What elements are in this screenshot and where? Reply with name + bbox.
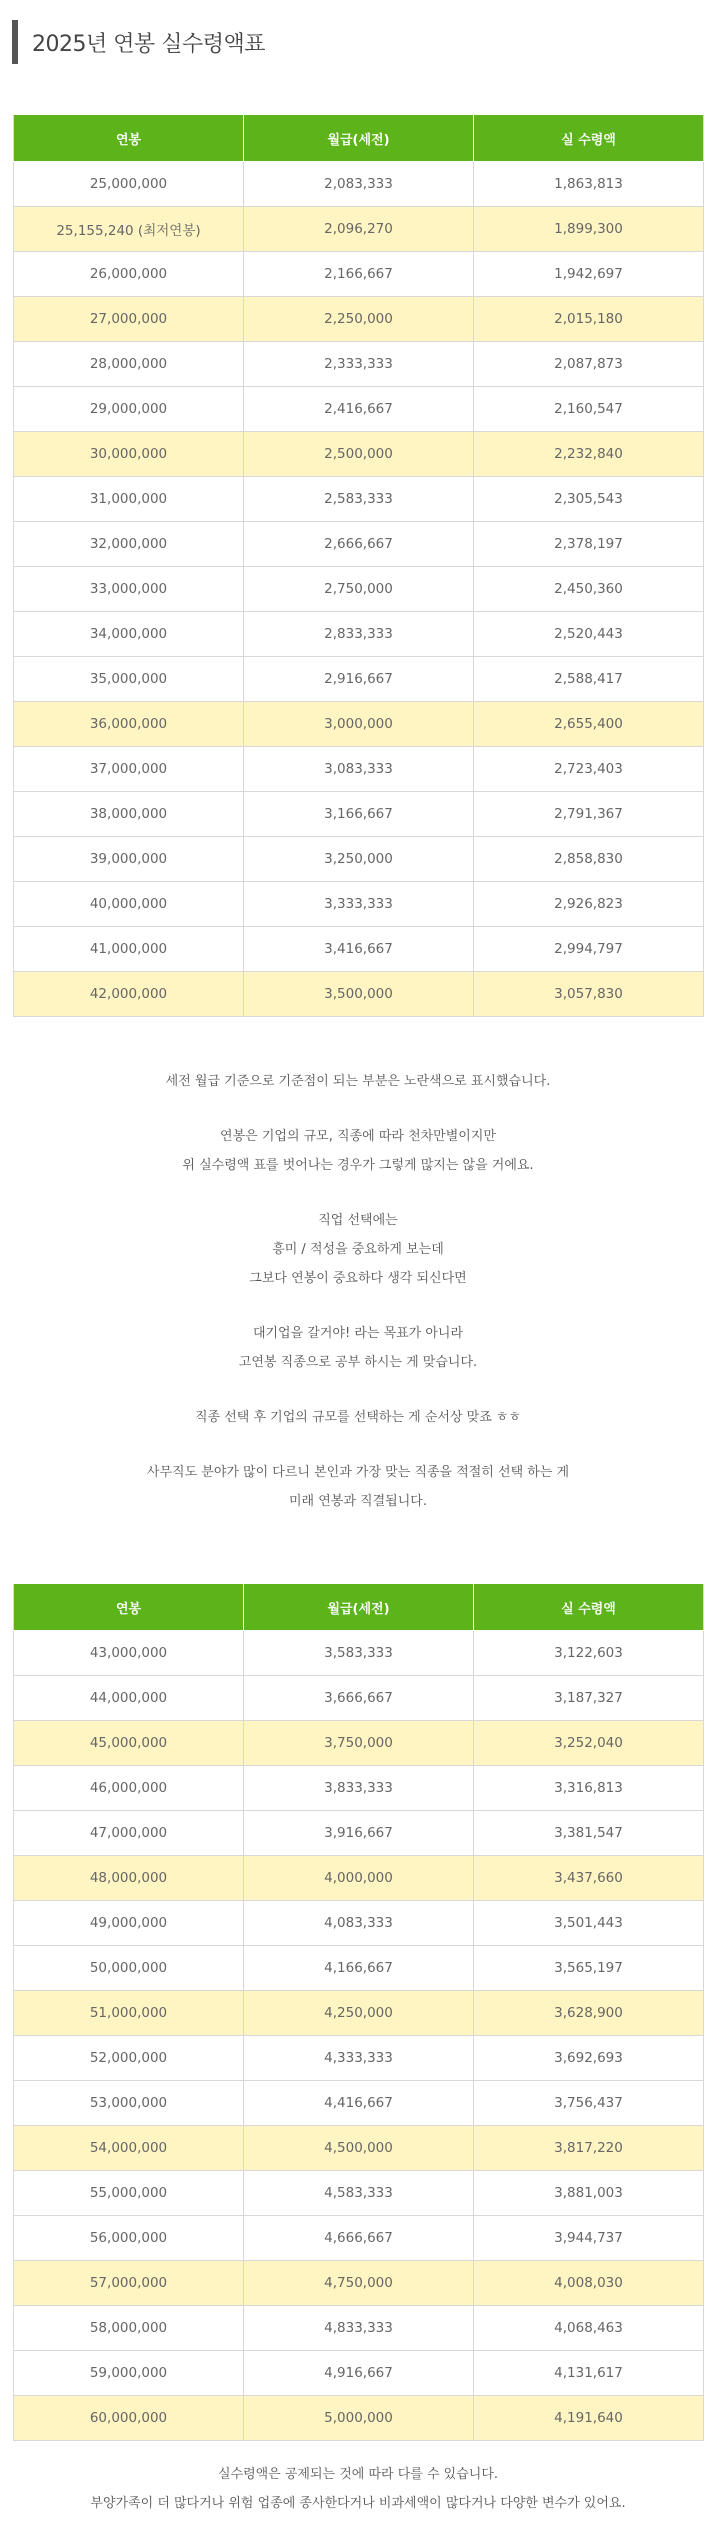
table-row bbox=[14, 2036, 704, 2081]
cell-monthly: 2,833,333 bbox=[244, 612, 474, 657]
table-row bbox=[14, 2306, 704, 2351]
cell-monthly: 3,333,333 bbox=[244, 882, 474, 927]
cell-net: 3,437,660 bbox=[474, 1856, 704, 1901]
notes-block-1 bbox=[0, 1067, 716, 1542]
cell-net: 3,628,900 bbox=[474, 1991, 704, 2036]
cell-salary: 45,000,000 bbox=[14, 1721, 244, 1766]
table-row bbox=[14, 567, 704, 612]
cell-salary: 44,000,000 bbox=[14, 1676, 244, 1721]
cell-net: 2,378,197 bbox=[474, 522, 704, 567]
cell-net: 2,015,180 bbox=[474, 297, 704, 342]
cell-monthly: 4,000,000 bbox=[244, 1856, 474, 1901]
cell-monthly: 3,416,667 bbox=[244, 927, 474, 972]
cell-net: 2,723,403 bbox=[474, 747, 704, 792]
cell-net: 2,926,823 bbox=[474, 882, 704, 927]
cell-net: 2,160,547 bbox=[474, 387, 704, 432]
table-row bbox=[14, 1721, 704, 1766]
cell-salary: 46,000,000 bbox=[14, 1766, 244, 1811]
cell-net: 3,944,737 bbox=[474, 2216, 704, 2261]
cell-monthly: 3,833,333 bbox=[244, 1766, 474, 1811]
cell-net: 3,252,040 bbox=[474, 1721, 704, 1766]
table-row bbox=[14, 927, 704, 972]
cell-monthly: 2,500,000 bbox=[244, 432, 474, 477]
cell-salary: 48,000,000 bbox=[14, 1856, 244, 1901]
cell-net: 2,305,543 bbox=[474, 477, 704, 522]
table-row bbox=[14, 2396, 704, 2441]
cell-salary: 59,000,000 bbox=[14, 2351, 244, 2396]
cell-salary: 56,000,000 bbox=[14, 2216, 244, 2261]
note-line: 직종 선택 후 기업의 규모를 선택하는 게 순서상 맞죠 ㅎㅎ bbox=[194, 1410, 522, 1425]
cell-salary: 34,000,000 bbox=[14, 612, 244, 657]
salary-table-2-body bbox=[14, 1631, 704, 2441]
cell-monthly: 4,583,333 bbox=[244, 2171, 474, 2216]
cell-salary: 52,000,000 bbox=[14, 2036, 244, 2081]
cell-net: 4,131,617 bbox=[474, 2351, 704, 2396]
cell-net: 2,655,400 bbox=[474, 702, 704, 747]
header-monthly: 월급(세전) bbox=[244, 1584, 474, 1631]
cell-salary: 60,000,000 bbox=[14, 2396, 244, 2441]
cell-salary: 43,000,000 bbox=[14, 1631, 244, 1676]
cell-salary: 25,155,240 (최저연봉) bbox=[14, 207, 244, 252]
salary-table-2 bbox=[13, 1584, 704, 2441]
note-line: 그보다 연봉이 중요하다 생각 되신다면 bbox=[249, 1271, 467, 1286]
note-paragraph bbox=[0, 1403, 716, 1432]
table-row bbox=[14, 1946, 704, 1991]
cell-monthly: 4,250,000 bbox=[244, 1991, 474, 2036]
cell-monthly: 3,000,000 bbox=[244, 702, 474, 747]
cell-salary: 40,000,000 bbox=[14, 882, 244, 927]
table-row bbox=[14, 1631, 704, 1676]
cell-net: 4,068,463 bbox=[474, 2306, 704, 2351]
cell-salary: 41,000,000 bbox=[14, 927, 244, 972]
cell-salary: 42,000,000 bbox=[14, 972, 244, 1017]
cell-monthly: 4,666,667 bbox=[244, 2216, 474, 2261]
note-paragraph bbox=[0, 1122, 716, 1180]
cell-salary: 53,000,000 bbox=[14, 2081, 244, 2126]
cell-salary: 27,000,000 bbox=[14, 297, 244, 342]
cell-salary: 38,000,000 bbox=[14, 792, 244, 837]
note-paragraph bbox=[0, 1319, 716, 1377]
cell-net: 3,881,003 bbox=[474, 2171, 704, 2216]
cell-net: 2,994,797 bbox=[474, 927, 704, 972]
table-row bbox=[14, 1856, 704, 1901]
cell-monthly: 4,916,667 bbox=[244, 2351, 474, 2396]
page-title: 2025년 연봉 실수령액표 bbox=[32, 31, 265, 57]
cell-salary: 25,000,000 bbox=[14, 162, 244, 207]
cell-monthly: 2,250,000 bbox=[244, 297, 474, 342]
cell-net: 2,450,360 bbox=[474, 567, 704, 612]
table-row bbox=[14, 477, 704, 522]
cell-net: 3,501,443 bbox=[474, 1901, 704, 1946]
cell-salary: 39,000,000 bbox=[14, 837, 244, 882]
salary-table-1-body bbox=[14, 162, 704, 1017]
cell-net: 3,565,197 bbox=[474, 1946, 704, 1991]
cell-monthly: 4,333,333 bbox=[244, 2036, 474, 2081]
cell-monthly: 2,916,667 bbox=[244, 657, 474, 702]
table-row bbox=[14, 2261, 704, 2306]
cell-salary: 55,000,000 bbox=[14, 2171, 244, 2216]
note-paragraph bbox=[0, 1067, 716, 1096]
cell-net: 3,122,603 bbox=[474, 1631, 704, 1676]
cell-salary: 33,000,000 bbox=[14, 567, 244, 612]
cell-net: 2,087,873 bbox=[474, 342, 704, 387]
table-header-row bbox=[14, 1584, 704, 1631]
cell-net: 3,817,220 bbox=[474, 2126, 704, 2171]
cell-monthly: 3,166,667 bbox=[244, 792, 474, 837]
table-row bbox=[14, 747, 704, 792]
table-row bbox=[14, 297, 704, 342]
note-line: 위 실수령액 표를 벗어나는 경우가 그렇게 많지는 않을 거에요. bbox=[182, 1158, 534, 1173]
cell-salary: 57,000,000 bbox=[14, 2261, 244, 2306]
cell-net: 1,942,697 bbox=[474, 252, 704, 297]
header-monthly: 월급(세전) bbox=[244, 115, 474, 162]
table-header-row bbox=[14, 115, 704, 162]
note-line: 대기업을 갈거야! 라는 목표가 아니라 bbox=[252, 1326, 464, 1341]
table-row bbox=[14, 1811, 704, 1856]
header-salary: 연봉 bbox=[14, 115, 244, 162]
note-line: 흥미 / 적성을 중요하게 보는데 bbox=[272, 1242, 444, 1257]
note-paragraph bbox=[0, 1206, 716, 1293]
cell-salary: 54,000,000 bbox=[14, 2126, 244, 2171]
cell-net: 4,191,640 bbox=[474, 2396, 704, 2441]
cell-salary: 32,000,000 bbox=[14, 522, 244, 567]
cell-salary: 36,000,000 bbox=[14, 702, 244, 747]
table-row bbox=[14, 1991, 704, 2036]
cell-monthly: 3,916,667 bbox=[244, 1811, 474, 1856]
cell-monthly: 5,000,000 bbox=[244, 2396, 474, 2441]
cell-monthly: 2,750,000 bbox=[244, 567, 474, 612]
cell-net: 3,381,547 bbox=[474, 1811, 704, 1856]
cell-monthly: 2,666,667 bbox=[244, 522, 474, 567]
cell-monthly: 2,083,333 bbox=[244, 162, 474, 207]
table-row bbox=[14, 702, 704, 747]
cell-salary: 31,000,000 bbox=[14, 477, 244, 522]
cell-salary: 37,000,000 bbox=[14, 747, 244, 792]
cell-salary: 50,000,000 bbox=[14, 1946, 244, 1991]
cell-monthly: 2,333,333 bbox=[244, 342, 474, 387]
note-line: 사무직도 분야가 많이 다르니 본인과 가장 맞는 직종을 적절히 선택 하는 게 bbox=[146, 1465, 570, 1480]
table-row bbox=[14, 2216, 704, 2261]
table-row bbox=[14, 1766, 704, 1811]
cell-salary: 51,000,000 bbox=[14, 1991, 244, 2036]
cell-net: 3,692,693 bbox=[474, 2036, 704, 2081]
cell-salary: 30,000,000 bbox=[14, 432, 244, 477]
cell-net: 2,520,443 bbox=[474, 612, 704, 657]
cell-monthly: 4,416,667 bbox=[244, 2081, 474, 2126]
cell-monthly: 3,583,333 bbox=[244, 1631, 474, 1676]
cell-salary: 28,000,000 bbox=[14, 342, 244, 387]
cell-salary: 58,000,000 bbox=[14, 2306, 244, 2351]
cell-salary: 49,000,000 bbox=[14, 1901, 244, 1946]
cell-net: 4,008,030 bbox=[474, 2261, 704, 2306]
table-row bbox=[14, 342, 704, 387]
page-header bbox=[12, 20, 265, 64]
cell-salary: 47,000,000 bbox=[14, 1811, 244, 1856]
cell-salary: 29,000,000 bbox=[14, 387, 244, 432]
table-row bbox=[14, 882, 704, 927]
note-paragraph bbox=[0, 2460, 716, 2518]
cell-monthly: 2,096,270 bbox=[244, 207, 474, 252]
cell-monthly: 3,750,000 bbox=[244, 1721, 474, 1766]
note-line: 미래 연봉과 직결됩니다. bbox=[289, 1494, 427, 1509]
table-row bbox=[14, 972, 704, 1017]
cell-monthly: 2,166,667 bbox=[244, 252, 474, 297]
table-row bbox=[14, 2126, 704, 2171]
table-row bbox=[14, 792, 704, 837]
table-row bbox=[14, 2081, 704, 2126]
cell-monthly: 3,083,333 bbox=[244, 747, 474, 792]
cell-net: 3,187,327 bbox=[474, 1676, 704, 1721]
cell-monthly: 4,833,333 bbox=[244, 2306, 474, 2351]
note-line: 고연봉 직종으로 공부 하시는 게 맞습니다. bbox=[238, 1355, 478, 1370]
cell-net: 3,756,437 bbox=[474, 2081, 704, 2126]
note-paragraph bbox=[0, 1458, 716, 1516]
note-line: 실수령액은 공제되는 것에 따라 다를 수 있습니다. bbox=[217, 2467, 499, 2482]
cell-monthly: 3,500,000 bbox=[244, 972, 474, 1017]
cell-net: 3,316,813 bbox=[474, 1766, 704, 1811]
table-row bbox=[14, 837, 704, 882]
table-row bbox=[14, 1676, 704, 1721]
title-accent-bar bbox=[12, 20, 18, 64]
table-row bbox=[14, 2171, 704, 2216]
header-net: 실 수령액 bbox=[474, 1584, 704, 1631]
cell-monthly: 2,416,667 bbox=[244, 387, 474, 432]
note-line: 부양가족이 더 많다거나 위험 업종에 종사한다거나 비과세액이 많다거나 다양한 변수가 있어요. bbox=[90, 2496, 626, 2511]
cell-monthly: 4,083,333 bbox=[244, 1901, 474, 1946]
cell-monthly: 4,166,667 bbox=[244, 1946, 474, 1991]
cell-net: 1,899,300 bbox=[474, 207, 704, 252]
notes-block-2 bbox=[0, 2460, 716, 2544]
salary-table-1 bbox=[13, 115, 704, 1017]
cell-net: 2,588,417 bbox=[474, 657, 704, 702]
table-row bbox=[14, 387, 704, 432]
table-row bbox=[14, 522, 704, 567]
header-salary: 연봉 bbox=[14, 1584, 244, 1631]
cell-monthly: 3,666,667 bbox=[244, 1676, 474, 1721]
header-net: 실 수령액 bbox=[474, 115, 704, 162]
cell-monthly: 3,250,000 bbox=[244, 837, 474, 882]
cell-net: 3,057,830 bbox=[474, 972, 704, 1017]
table-row bbox=[14, 2351, 704, 2396]
table-row bbox=[14, 612, 704, 657]
note-line: 직업 선택에는 bbox=[318, 1213, 398, 1228]
cell-net: 2,858,830 bbox=[474, 837, 704, 882]
note-line: 연봉은 기업의 규모, 직종에 따라 천차만별이지만 bbox=[220, 1129, 496, 1144]
cell-net: 1,863,813 bbox=[474, 162, 704, 207]
cell-salary: 26,000,000 bbox=[14, 252, 244, 297]
table-row bbox=[14, 1901, 704, 1946]
table-row bbox=[14, 432, 704, 477]
cell-monthly: 4,500,000 bbox=[244, 2126, 474, 2171]
cell-monthly: 2,583,333 bbox=[244, 477, 474, 522]
table-row bbox=[14, 162, 704, 207]
cell-salary: 35,000,000 bbox=[14, 657, 244, 702]
cell-net: 2,232,840 bbox=[474, 432, 704, 477]
table-row bbox=[14, 252, 704, 297]
note-line: 세전 월급 기준으로 기준점이 되는 부분은 노란색으로 표시했습니다. bbox=[165, 1074, 551, 1089]
cell-monthly: 4,750,000 bbox=[244, 2261, 474, 2306]
table-row bbox=[14, 657, 704, 702]
cell-net: 2,791,367 bbox=[474, 792, 704, 837]
table-row bbox=[14, 207, 704, 252]
